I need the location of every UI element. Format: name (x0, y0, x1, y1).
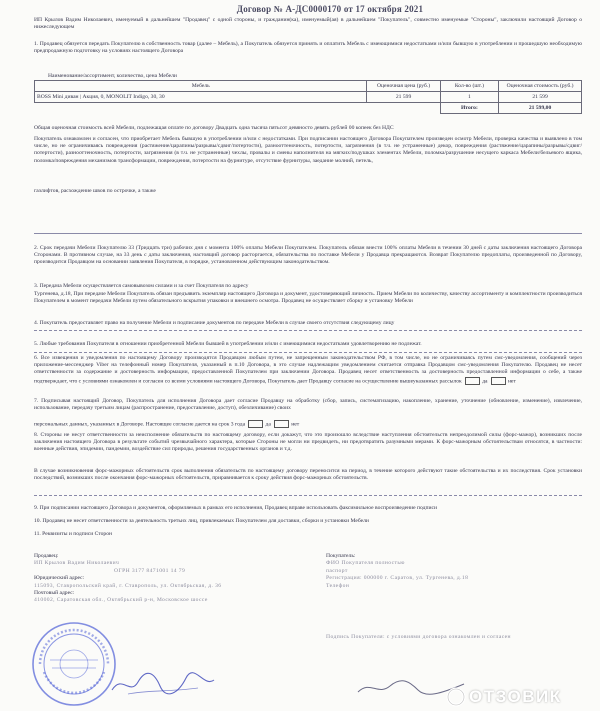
clause-7: 7. Подписывая настоящий Договор, Покупатель для исполнения Договора дает согласие Продавцу на обработку (сбор, запись, систематизацию, накопление, хранение, уточнение (обновление, изменение), извлечение, использование, передачу третьим лицам (распространение, предоставление, доступ), обезличивание) своих (34, 398, 582, 412)
clause-8: 8. Стороны не несут ответственности за неисполнение обязательств по настоящему договору, если докажут, что это произошло вследствие наступления обстоятельств непреодолимой силы (форс-мажор), возникших после заключения настоящего Договора в результате событий чрезвычайного характера, которые Стороны не могли ни предвидеть, ни предотвратить разумными мерами. К форс-мажорным обстоятельствам относятся, в частности: военные действия, эпидемии, пандемии, воздействие сил природы, решения государственных органов и т.д. (34, 432, 582, 453)
clause-9: 9. При подписании настоящего Договора и документов, оформляемых в рамках его исполнения, Продавец вправе использовать факсимильное воспроизведение подписи (34, 505, 437, 511)
page-title: Договор № А-ДС0000170 от 17 октября 2021 (236, 4, 424, 14)
option-yes-label: да (482, 377, 488, 384)
clause-6 (34, 355, 582, 385)
column-header: Оценочная стоимость (руб.) (499, 81, 582, 92)
option-yes-label: да (265, 421, 271, 428)
watermark (446, 686, 596, 708)
total-label: Итого: (440, 103, 498, 114)
seller-details (34, 553, 284, 605)
seller-address: 115093, Ставропольский край, г. Ставрополь, ул. Октябрьская, д. 36 (34, 582, 222, 589)
total-value: 21 599,00 (499, 103, 582, 114)
goods-table-header (35, 81, 582, 92)
clause-7-consent (34, 420, 582, 428)
column-header: Мебель (35, 81, 367, 92)
buyer-phone: Телефон (326, 582, 350, 589)
divider (34, 233, 582, 234)
preamble: ИП Крылов Вадим Николаевич, именуемый в дальнейшем "Продавец" с одной стороны, и гражданин(ка), именуемый(ая) в дальнейшем "Покупатель", совместно именуемые "Стороны", заключили настоящий Договор о нижеследующем (34, 17, 582, 31)
checkbox-sms-yes[interactable] (465, 377, 480, 385)
clause-10: 10. Продавец не несет ответственности за деятельность третьих лиц, привлекаемых Покупателем для доставки, сборки и установки Мебели (34, 518, 369, 524)
clause-3: 3. Передача Мебели осуществляется самовывозом силами и за счет Покупателя по адресу (34, 283, 249, 289)
divider (34, 352, 582, 353)
column-header: Кол-во (шт.) (440, 81, 498, 92)
buyer-address: Регистрация: 000000 г. Саратов, ул. Тургенева, д.18 (326, 575, 469, 582)
clause-1-text: Покупатель ознакомлен и согласен, что приобретает Мебель бывшую в употреблении и/или с недостатками. При подписании настоящего Договора Покупателем произведен осмотр Мебели, проверка качества и выявлено в том числе, но не ограничиваясь повреждения (растяжение/царапины/разрывы/сдвиг/потертости), разнооттеночность, потертости, загрязнения (в т.ч. не устраненные) декор, повреждения (растяжение/царапины/разрывы/сдвиг/потертости), разнооттеночность, потертости, загрязнения (в т.ч. не устраненные) чехлы, провалы и смены наполнителя на мягких/подушках элементах Мебели, поломка/разрушение несущего каркаса Мебели/бельевого ящика, поломка/повреждения механизмов трансформации, повреждения, потертости на фурнитуре, отсутствие фурнитуры, заедание молний, петель, (34, 136, 582, 164)
clause-5: 5. Любые требования Покупателя в отношении приобретенной Мебели бывшей в употреблении и/или с имеющимися недостатками удовлетворению не подлежат. (34, 341, 422, 347)
watermark-logo-icon (446, 687, 466, 707)
divider (34, 495, 582, 496)
seller-signature-icon (108, 668, 218, 698)
checkbox-sms-no[interactable] (491, 377, 506, 385)
column-header: Оценочная цена (руб.) (367, 81, 440, 92)
table-cell: 21 599 (499, 92, 582, 103)
clause-4: 4. Покупатель предоставляет право на получение Мебели и подписание документов по передаче Мебели в случае своего отсутствия следующему лицу (34, 320, 395, 326)
clause-8-continued: В случае возникновения форс-мажорных обстоятельств срок выполнения обязательств по настоящему договору переносится на период, в течение которого действуют такие обстоятельства и их последствия. Срок установки последствий, возникших после окончания форс-мажорных обстоятельств, приравнивается к сроку действия форс-мажорных обстоятельств. (34, 468, 582, 482)
clause-2: 2. Срок передачи Мебели Покупателю 33 (Тридцать три) рабочих дня с момента 100% оплаты Мебели Покупателем. Покупатель обязан внести 100% оплаты Мебели в течении 30 дней с даты заключения настоящего Договора Сторонами. В противном случае, на 33 день с даты заключения, настоящий договор расторгается, обязательства по поставке Мебели у Продавца прекращаются. Возврат Покупателю предоплаты, произведенной по Договору, производится Продавцом на основании заявления Покупателя, в порядке, установленном действующим законодательством. (34, 245, 582, 266)
buyer-heading: Покупатель: (326, 553, 356, 559)
table-cell: BOSS Mini диван | Акция, 0, MONOLIT Indigo, 30, 30 (35, 92, 367, 103)
clause-1-tail: газлифтов, расхождение швов по острочке, а также (34, 188, 156, 194)
total-row (35, 103, 582, 114)
checkbox-consent-yes[interactable] (248, 420, 263, 428)
buyer-passport: паспорт (326, 567, 348, 574)
seller-postal-label: Почтовый адрес: (34, 590, 75, 597)
table-cell: 1 (440, 92, 498, 103)
buyer-agreement: Подпись Покупателя: с условиями договора ознакомлен и согласен (326, 634, 511, 641)
goods-table (34, 80, 582, 114)
seller-name: ИП Крылов Вадим Николаевич (34, 560, 120, 567)
buyer-name: ФИО Покупателя полностью (326, 560, 405, 567)
clause-11: 11. Реквизиты и подписи Сторон (34, 531, 113, 537)
checkbox-consent-no[interactable] (274, 420, 289, 428)
seller-postal: 410002, Саратовская обл., Октябрьский р-н, Московское шоссе (34, 597, 208, 604)
option-no-label: нет (291, 421, 300, 428)
watermark-text: ОТЗОВИК (469, 687, 562, 706)
sum-in-words: Общая оценочная стоимость всей Мебели, подлежащая оплате по договору Двадцать одна тысяча пятьсот девяносто девять рублей 00 копеек без НДС (34, 125, 394, 131)
buyer-details (326, 553, 576, 641)
clause-7-consent-text: персональных данных, указанных в Договоре. Настоящее согласие дается на срок 3 года (34, 421, 246, 428)
divider (34, 330, 582, 331)
option-no-label: нет (507, 377, 516, 384)
seller-ogrn: ОГРН 3177 8471001 14 79 (114, 567, 186, 574)
table-cell: 21 599 (367, 92, 440, 103)
seller-heading: Продавец: (34, 553, 59, 559)
clause-1: 1. Продавец обязуется передать Покупателю в собственность товар (далее – Мебель), а Покупатель обязуется принять и оплатить Мебель с имеющимися недостатками и/или бывшую в употреблении и прошедшую необходимую предпродажную подготовку на условиях настоящего Договора (34, 41, 582, 55)
seal-stamp-icon (30, 620, 118, 708)
clause-3-details: Тургенева, д.18, При передаче Мебели Покупатель обязан предъявить экземпляр настоящего Договора и документ, удостоверяющий личность. Прием Мебели по количеству, качеству ассортименту и комплектности производиться Покупателем в момент передачи Мебели путем обязательного вскрытия упаковки и внешнего осмотра. Продавец не осуществляет сборку и установку Мебели (34, 291, 582, 305)
seller-address-label: Юридический адрес: (34, 575, 85, 582)
clause-1-subtitle: Наименование/ассортимент, количество, цена Мебели (48, 73, 177, 79)
table-row (35, 92, 582, 103)
clause-6-text: 6. Все извещения и уведомления по настоящему Договору производятся Продавцом любым путем, не запрещенным законодательством РФ, в том числе, но не ограничиваясь путем смс-уведомления, сообщений через приложение-мессенджер Viber на телефонный номер Покупателя, указанный в п.10 Договора, в это случае надлежащим уведомлением считается отправка Продавцом смс-уведомления Покупателю. Продавец не несет ответственности за содержание и достоверность информации, предоставленной Покупателем при заключении Договора. Продавец несет ответственность за достоверность предоставленной информации о себе, а также подтверждает, что с условиями ознакомлен и согласен со всеми условиями настоящего Договора, Покупатель дает Продавцу согласие на осуществление вышеуказанных рассылок (34, 355, 582, 384)
